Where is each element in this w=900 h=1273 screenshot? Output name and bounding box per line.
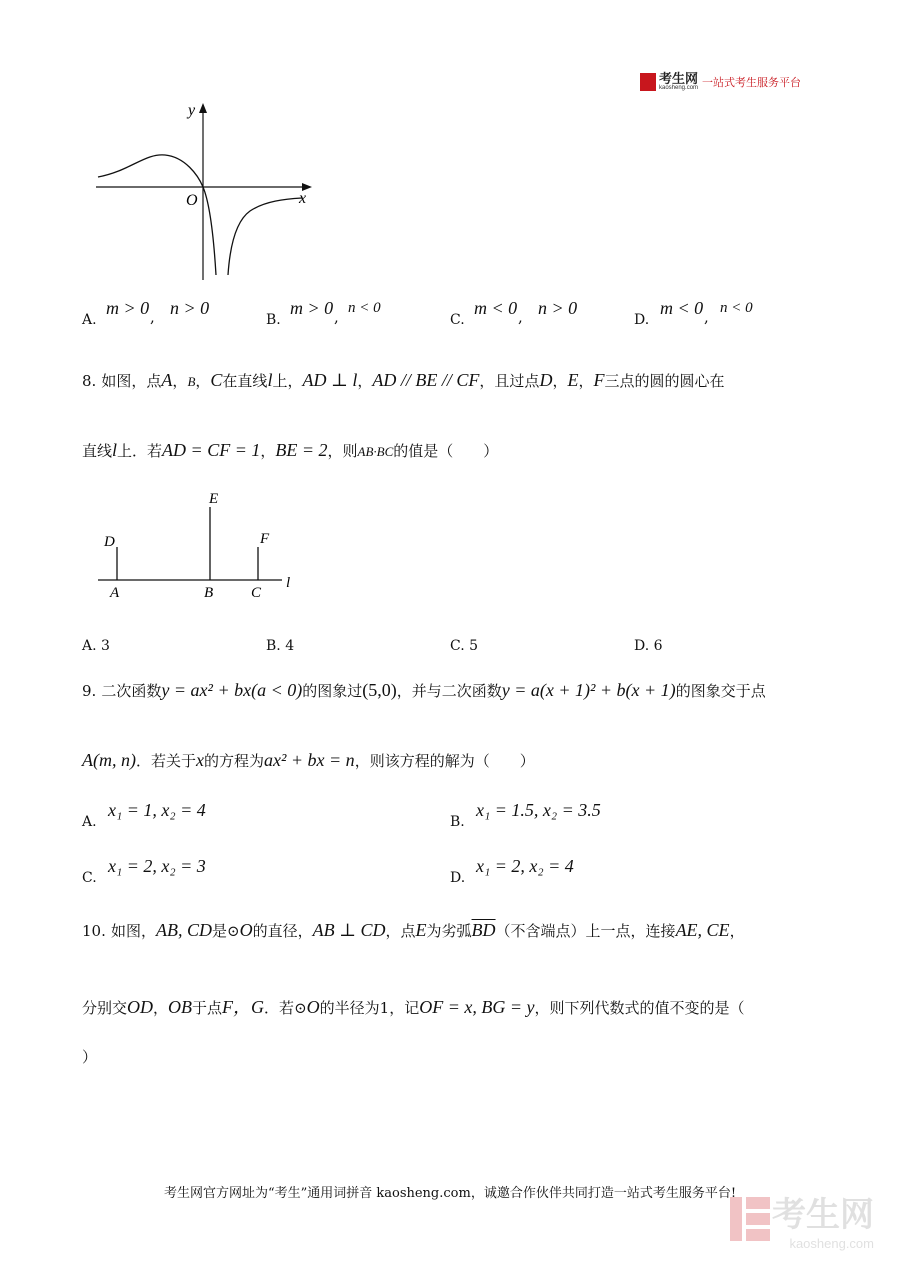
label-B: B: [204, 585, 214, 601]
logo-name: 考生网: [659, 71, 699, 86]
q10-question-line-2: 分别交OD，OB于点F，G．若⊙O的半径为1，记OF = x, BG = y，则下列代数式的值不变的是（: [82, 997, 745, 1017]
y-axis-label: y: [188, 102, 196, 119]
q7-options: A. m > 0 , n > 0 B. m > 0 , n < 0 C. m < 0 , n > 0 D. m < 0 , n < 0: [82, 298, 753, 328]
q8-figure: [92, 485, 312, 605]
circle-symbol-2: ⊙: [294, 999, 307, 1017]
q8-question-line-1: 8. 如图，点A，B，C在直线l上，AD ⊥ l，AD // BE // CF，且过点D，E，F三点的圆的圆心在: [82, 370, 725, 390]
q8-option-b[interactable]: B. 4: [266, 638, 295, 654]
q7-function-graph: [90, 95, 320, 285]
q8-options: [82, 638, 882, 658]
logo-slogan: 一站式考生服务平台: [702, 76, 802, 89]
watermark-logo-icon: [728, 1195, 772, 1243]
label-D: D: [104, 534, 115, 550]
logo-url: kaosheng.com: [659, 85, 699, 91]
curve-right-branch: [228, 198, 302, 275]
header-logo: [640, 72, 801, 91]
q10-question-line-1: 10. 如图，AB, CD是⊙O的直径，AB ⊥ CD，点E为劣弧$\overline{BD}$（不含端点）上一点，连接AE, CE，: [82, 920, 745, 940]
q8-option-a[interactable]: A. 3: [82, 638, 110, 654]
q9-question-line-1: 9. 二次函数y = ax² + bx(a < 0)的图象过(5,0)，并与二次函数y = a(x + 1)² + b(x + 1)的图象交于点: [82, 680, 766, 700]
q8-question-line-2: 直线l上．若AD = CF = 1，BE = 2，则AB·BC的值是（ ）: [82, 440, 499, 460]
logo-icon: [640, 73, 656, 91]
q9-question-line-2: A(m, n)．若关于x的方程为ax² + bx = n，则该方程的解为（ ）: [82, 750, 535, 770]
q9-options: A. x₁ = 1, x₂ = 4 B. x₁ = 1.5, x₂ = 3.5 C. x₁ = 2, x₂ = 3 D. x₁ = 2, x₂ = 4: [82, 800, 601, 886]
arc-bd: $\overline{BD}$: [471, 920, 496, 940]
curve-left-branch: [98, 155, 216, 275]
label-E: E: [209, 491, 219, 507]
circle-symbol: ⊙: [226, 922, 240, 940]
q10-question-line-3: ）: [82, 1048, 98, 1066]
q8-option-c[interactable]: C. 5: [450, 638, 479, 654]
label-l: l: [286, 575, 291, 591]
label-A: A: [110, 585, 120, 601]
watermark-url: kaosheng.com: [789, 1236, 874, 1251]
footer-text: 考生网官方网址为“考生”通用词拼音 kaosheng.com，诚邀合作伙伴共同打造一站式考生服务平台!: [163, 1186, 737, 1201]
q8-option-d[interactable]: D. 6: [634, 638, 663, 654]
watermark-name: 考生网: [772, 1196, 874, 1234]
x-axis-label: x: [299, 190, 307, 207]
label-C: C: [251, 585, 262, 601]
watermark: [728, 1187, 874, 1251]
y-axis-arrow: [199, 103, 207, 113]
label-F: F: [260, 531, 270, 547]
origin-label: O: [186, 192, 198, 209]
